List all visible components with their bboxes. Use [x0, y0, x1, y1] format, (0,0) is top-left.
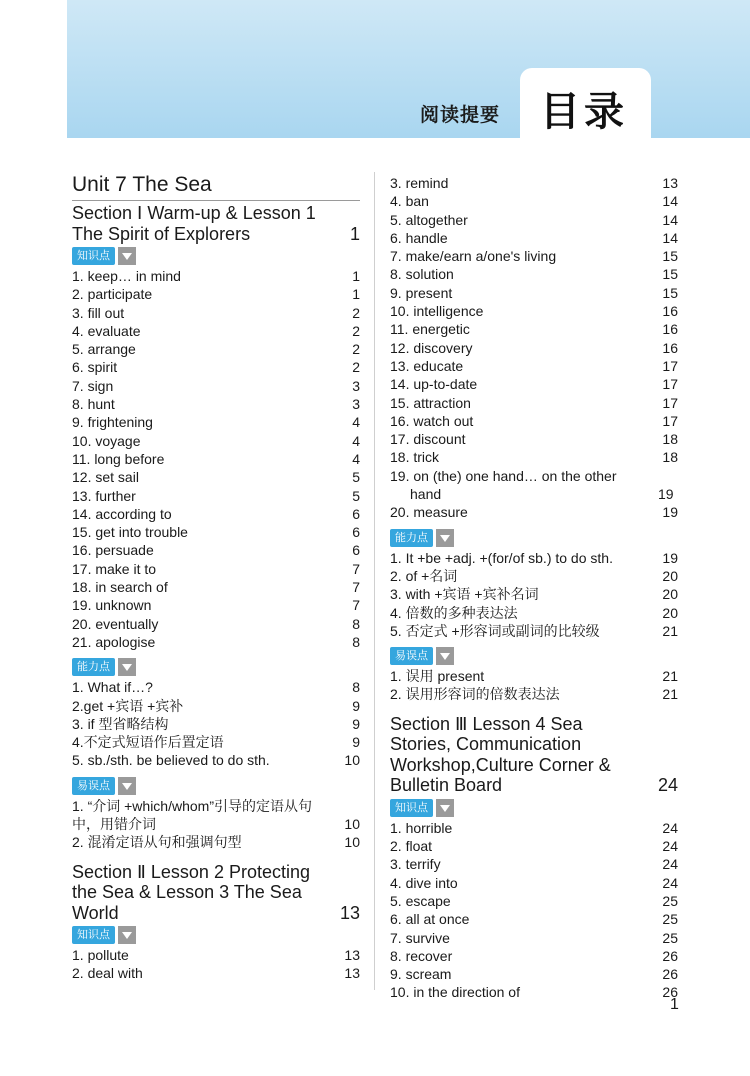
entry-text: 19. unknown — [72, 597, 152, 614]
entry-text: 5. 否定式 +形容词或副词的比较级 — [390, 622, 600, 639]
entry-page: 15 — [662, 266, 678, 283]
entry-page: 3 — [352, 396, 360, 413]
toc-entry[interactable] — [72, 432, 360, 450]
entry-page: 20 — [662, 586, 678, 603]
entry-text: 18. in search of — [72, 579, 168, 596]
entry-page: 14 — [662, 211, 678, 228]
entry-page: 3 — [352, 377, 360, 394]
entry-text: 9. frightening — [72, 414, 153, 431]
toc-entry[interactable] — [390, 585, 678, 603]
entry-text: 6. spirit — [72, 359, 118, 376]
toc-entry[interactable] — [72, 377, 360, 395]
toc-entry[interactable] — [390, 284, 678, 302]
sec2-ability-list — [390, 549, 678, 640]
entry-page: 2 — [352, 322, 360, 339]
toc-entry[interactable] — [72, 267, 360, 285]
entry-page: 4 — [352, 450, 360, 467]
toc-entry[interactable] — [390, 320, 678, 338]
entry-page: 9 — [352, 734, 360, 751]
unit-title: Unit 7 The Sea — [72, 170, 360, 201]
toc-entry[interactable] — [390, 357, 678, 375]
entry-text: 3. terrify — [390, 856, 441, 873]
entry-page: 14 — [662, 193, 678, 210]
badge-label: 知识点 — [390, 799, 433, 817]
toc-entry[interactable] — [390, 685, 678, 703]
entry-text: 2. 混淆定语从句和强调句型 — [72, 834, 242, 851]
toc-entry[interactable] — [72, 304, 360, 322]
toc-entry[interactable] — [390, 567, 678, 585]
entry-page: 5 — [352, 469, 360, 486]
entry-page: 14 — [662, 229, 678, 246]
triangle-down-icon — [436, 529, 454, 547]
toc-entry[interactable] — [390, 412, 678, 430]
entry-text: 9. scream — [390, 966, 452, 983]
entry-text: 2. of +名词 — [390, 567, 458, 584]
entry-page: 1 — [352, 268, 360, 284]
toc-entry[interactable] — [390, 339, 678, 357]
entry-text: 2. float — [390, 838, 433, 855]
toc-entry[interactable] — [72, 560, 360, 578]
toc-entry[interactable] — [72, 946, 360, 964]
entry-page: 26 — [662, 947, 678, 964]
triangle-down-icon — [118, 658, 136, 676]
error-badge — [390, 647, 454, 665]
sec1-error-list — [72, 797, 360, 852]
page-ref: 13 — [339, 902, 360, 923]
entry-page: 6 — [352, 542, 360, 559]
column-divider — [374, 172, 375, 990]
entry-page: 25 — [662, 892, 678, 909]
entry-text: 1. pollute — [72, 947, 129, 964]
section-1-heading[interactable] — [72, 203, 360, 244]
entry-text: 1. keep… in mind — [72, 268, 181, 284]
entry-text: 6. handle — [390, 229, 448, 246]
entry-page: 10 — [344, 834, 360, 851]
toc-entry[interactable] — [390, 819, 678, 837]
section-title: Section Ⅲ Lesson 4 Sea Stories, Communication Workshop,Culture Corner & Bulletin Board — [390, 713, 611, 796]
toc-entry[interactable] — [72, 358, 360, 376]
entry-text: 4. dive into — [390, 874, 458, 891]
toc-entry[interactable] — [390, 910, 678, 928]
toc-entry[interactable] — [72, 733, 360, 751]
entry-text: 3. if 型省略结构 — [72, 715, 169, 732]
entry-page: 13 — [662, 175, 678, 191]
entry-text: 7. survive — [390, 929, 450, 946]
entry-page: 21 — [662, 686, 678, 703]
toc-entry[interactable] — [390, 265, 678, 283]
toc-entry[interactable] — [72, 450, 360, 468]
triangle-down-icon — [118, 926, 136, 944]
entry-page: 18 — [662, 431, 678, 448]
toc-entry[interactable] — [72, 395, 360, 413]
toc-entry[interactable] — [390, 604, 678, 622]
toc-entry[interactable] — [390, 929, 678, 947]
toc-entry[interactable] — [72, 633, 360, 651]
entry-page: 13 — [344, 947, 360, 964]
page-ref: 1 — [349, 223, 360, 244]
entry-text: 10. intelligence — [390, 303, 484, 320]
toc-entry[interactable] — [390, 192, 678, 210]
toc-entry[interactable]: 19. on (the) one hand… on the other hand 19 — [390, 467, 674, 503]
entry-page: 9 — [352, 697, 360, 714]
sec1-knowledge-list — [72, 267, 360, 651]
toc-entry[interactable] — [72, 523, 360, 541]
entry-page: 21 — [662, 622, 678, 639]
sec1-ability-list — [72, 678, 360, 769]
entry-text: 10. in the direction of — [390, 984, 520, 1001]
toc-entry[interactable] — [72, 340, 360, 358]
entry-text: 7. sign — [72, 377, 114, 394]
entry-text: 1. 误用 present — [390, 668, 485, 685]
entry-text: 4. evaluate — [72, 322, 141, 339]
triangle-down-icon — [436, 799, 454, 817]
toc-entry[interactable] — [72, 541, 360, 559]
entry-page: 16 — [662, 339, 678, 356]
entry-text: 20. eventually — [72, 615, 159, 632]
entry-text: 5. altogether — [390, 211, 468, 228]
badge-label: 能力点 — [72, 658, 115, 676]
entry-text: 5. escape — [390, 892, 451, 909]
entry-page: 21 — [662, 668, 678, 685]
entry-page: 17 — [662, 394, 678, 411]
ability-badge — [72, 658, 136, 676]
triangle-down-icon — [436, 647, 454, 665]
badge-label: 知识点 — [72, 247, 115, 265]
entry-page: 16 — [662, 321, 678, 338]
entry-page: 4 — [352, 414, 360, 431]
entry-page: 4 — [352, 432, 360, 449]
toc-entry[interactable] — [72, 715, 360, 733]
toc-entry[interactable] — [72, 964, 360, 982]
entry-text: 17. discount — [390, 431, 466, 448]
section-title: Section Ⅱ Lesson 2 Protecting the Sea & Lesson 3 The Sea World — [72, 861, 310, 923]
badge-label: 易误点 — [72, 777, 115, 795]
entry-page: 17 — [662, 376, 678, 393]
entry-text: 1. horrible — [390, 819, 453, 836]
entry-text: 20. measure — [390, 504, 468, 521]
toc-entry[interactable] — [390, 174, 678, 192]
entry-page: 17 — [662, 412, 678, 429]
entry-text: 13. further — [72, 487, 136, 504]
entry-page: 20 — [662, 567, 678, 584]
header-subtitle: 阅读提要 — [420, 104, 501, 126]
badge-label: 易误点 — [390, 647, 433, 665]
entry-text: 19. on (the) one hand… on the other hand — [390, 467, 617, 503]
badge-label: 知识点 — [72, 926, 115, 944]
section-title: Section Ⅰ Warm-up & Lesson 1 The Spirit of Explorers — [72, 203, 316, 244]
entry-page: 1 — [352, 286, 360, 303]
toc-entry[interactable] — [72, 322, 360, 340]
toc-entry[interactable] — [72, 285, 360, 303]
toc-entry[interactable] — [72, 751, 360, 769]
entry-text: 4. 倍数的多种表达法 — [390, 604, 518, 621]
toc-entry[interactable] — [72, 697, 360, 715]
toc-entry[interactable] — [390, 229, 678, 247]
entry-page: 25 — [662, 929, 678, 946]
badge-label: 能力点 — [390, 529, 433, 547]
toc-entry[interactable] — [390, 965, 678, 983]
entry-text: 5. arrange — [72, 341, 136, 358]
entry-page: 24 — [662, 856, 678, 873]
toc-entry[interactable] — [390, 503, 678, 521]
entry-page: 25 — [662, 911, 678, 928]
entry-text: 1. What if…? — [72, 679, 153, 696]
sec2-knowledge-list-right — [390, 174, 678, 522]
toc-entry[interactable] — [390, 947, 678, 965]
section-2-heading[interactable] — [72, 862, 360, 924]
triangle-down-icon — [118, 247, 136, 265]
toc-entry[interactable] — [390, 874, 678, 892]
entry-page: 6 — [352, 505, 360, 522]
knowledge-badge — [390, 799, 454, 817]
entry-text: 2.get +宾语 +宾补 — [72, 697, 184, 714]
toc-entry[interactable] — [390, 892, 678, 910]
section-3-heading[interactable] — [390, 714, 678, 796]
knowledge-badge — [72, 926, 136, 944]
toc-entry[interactable] — [390, 394, 678, 412]
page-title: 目录 — [540, 89, 628, 135]
entry-text: 2. 误用形容词的倍数表达法 — [390, 686, 560, 703]
entry-page: 9 — [352, 715, 360, 732]
entry-text: 18. trick — [390, 449, 440, 466]
ability-badge — [390, 529, 454, 547]
toc-entry[interactable] — [390, 549, 678, 567]
toc-entry[interactable] — [390, 448, 678, 466]
sec3-knowledge-list — [390, 819, 678, 1002]
entry-text: 3. fill out — [72, 304, 125, 321]
entry-page: 8 — [352, 615, 360, 632]
entry-page: 24 — [662, 838, 678, 855]
entry-text: 3. with +宾语 +宾补名词 — [390, 586, 539, 603]
entry-page: 24 — [662, 819, 678, 836]
entry-text: 8. solution — [390, 266, 454, 283]
entry-page: 2 — [352, 359, 360, 376]
entry-page: 6 — [352, 524, 360, 541]
entry-page: 10 — [344, 752, 360, 769]
toc-entry[interactable] — [390, 375, 678, 393]
page-number: 1 — [670, 996, 679, 1013]
error-badge — [72, 777, 136, 795]
toc-entry[interactable] — [390, 667, 678, 685]
entry-page: 2 — [352, 304, 360, 321]
entry-text: 4.不定式短语作后置定语 — [72, 734, 224, 751]
entry-text: 15. attraction — [390, 394, 471, 411]
toc-entry[interactable] — [72, 578, 360, 596]
toc-entry[interactable] — [390, 247, 678, 265]
toc-entry[interactable] — [72, 413, 360, 431]
entry-text: 1. “介词 +which/whom”引导的定语从句中，用错介词 — [72, 797, 312, 833]
entry-text: 7. make/earn a/one's living — [390, 248, 557, 265]
entry-text: 3. remind — [390, 175, 449, 191]
sec2-error-list — [390, 667, 678, 704]
entry-text: 12. set sail — [72, 469, 139, 486]
toc-entry[interactable] — [72, 596, 360, 614]
toc-entry[interactable] — [72, 615, 360, 633]
entry-page: 2 — [352, 341, 360, 358]
entry-text: 6. all at once — [390, 911, 470, 928]
entry-page: 24 — [662, 874, 678, 891]
knowledge-badge — [72, 247, 136, 265]
toc-entry[interactable] — [72, 797, 360, 834]
toc-entry[interactable] — [72, 487, 360, 505]
entry-page: 20 — [662, 604, 678, 621]
entry-page: 17 — [662, 357, 678, 374]
entry-page: 13 — [344, 965, 360, 982]
entry-page: 15 — [662, 284, 678, 301]
toc-entry[interactable] — [72, 468, 360, 486]
entry-text: 8. recover — [390, 947, 453, 964]
left-column — [72, 170, 360, 983]
entry-text: 2. deal with — [72, 965, 143, 982]
entry-page: 5 — [352, 487, 360, 504]
toc-entry[interactable] — [72, 678, 360, 696]
entry-page: 8 — [352, 633, 360, 650]
entry-page: 19 — [662, 549, 678, 566]
entry-text: 2. participate — [72, 286, 153, 303]
toc-entry[interactable] — [72, 833, 360, 851]
entry-page: 7 — [352, 560, 360, 577]
toc-entry[interactable] — [72, 505, 360, 523]
page-ref: 24 — [657, 775, 678, 796]
entry-text: 4. ban — [390, 193, 429, 210]
entry-page: 10 — [344, 816, 360, 833]
toc-entry[interactable] — [390, 302, 678, 320]
entry-text: 12. discovery — [390, 339, 473, 356]
entry-text: 11. energetic — [390, 321, 470, 338]
toc-entry[interactable] — [390, 837, 678, 855]
entry-text: 9. present — [390, 284, 453, 301]
entry-text: 16. persuade — [72, 542, 154, 559]
entry-text: 1. It +be +adj. +(for/of sb.) to do sth. — [390, 549, 613, 566]
entry-page: 15 — [662, 248, 678, 265]
toc-entry[interactable] — [390, 211, 678, 229]
toc-entry[interactable] — [390, 855, 678, 873]
entry-page: 7 — [352, 579, 360, 596]
entry-page: 26 — [662, 984, 678, 1001]
entry-text: 14. according to — [72, 505, 172, 522]
entry-page: 19 — [662, 504, 678, 521]
entry-text: 15. get into trouble — [72, 524, 188, 541]
entry-text: 11. long before — [72, 450, 165, 467]
toc-entry[interactable] — [390, 430, 678, 448]
entry-text: 10. voyage — [72, 432, 141, 449]
entry-page: 16 — [662, 303, 678, 320]
toc-entry[interactable] — [390, 983, 678, 1001]
entry-text: 13. educate — [390, 357, 464, 374]
entry-text: 8. hunt — [72, 396, 115, 413]
entry-page: 26 — [662, 966, 678, 983]
right-column — [390, 174, 678, 1002]
sec2-knowledge-list-left — [72, 946, 360, 983]
entry-text: 16. watch out — [390, 412, 474, 429]
entry-text: 14. up-to-date — [390, 376, 478, 393]
triangle-down-icon — [118, 777, 136, 795]
toc-entry[interactable] — [390, 622, 678, 640]
entry-page: 7 — [352, 597, 360, 614]
entry-text: 5. sb./sth. be believed to do sth. — [72, 752, 270, 769]
entry-text: 21. apologise — [72, 633, 156, 650]
entry-page: 18 — [662, 449, 678, 466]
entry-text: 17. make it to — [72, 560, 157, 577]
entry-page: 8 — [352, 679, 360, 696]
